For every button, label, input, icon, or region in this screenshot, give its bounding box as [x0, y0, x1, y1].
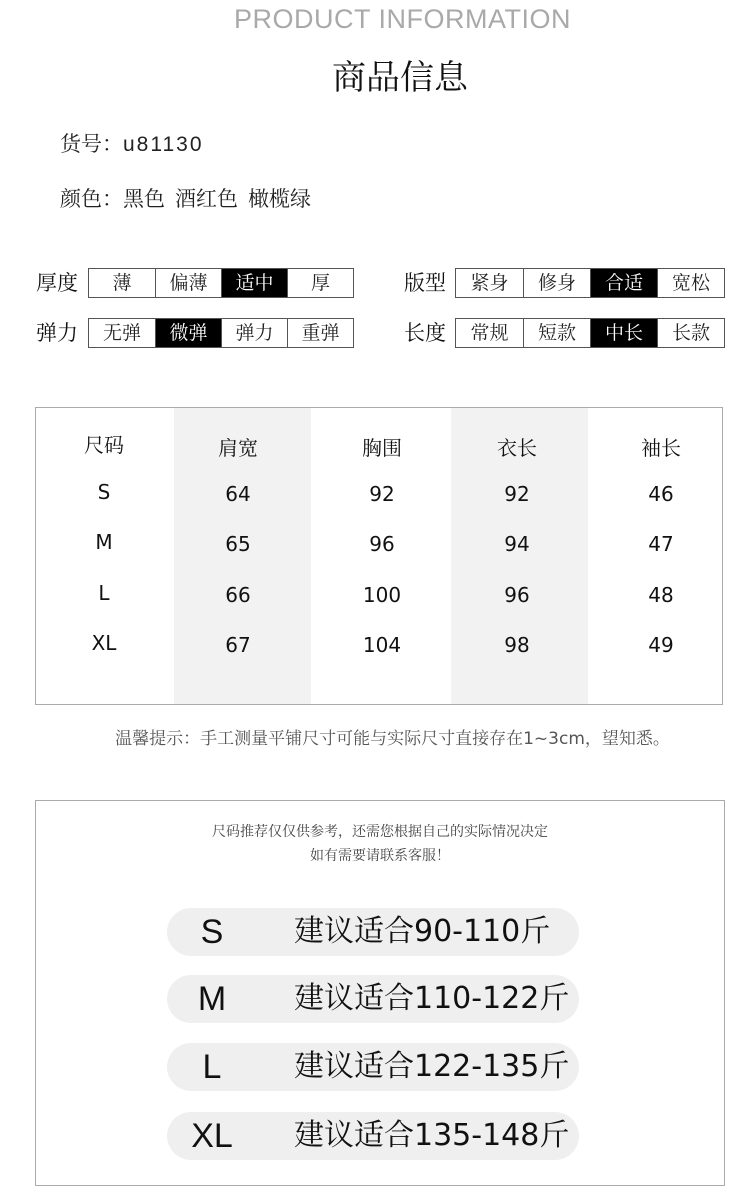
table-cell: 100	[362, 583, 402, 607]
table-cell: 67	[225, 633, 251, 657]
elasticity-row	[36, 318, 356, 348]
table-cell: 92	[504, 482, 530, 506]
measurement-tip: 温馨提示：手工测量平铺尺寸可能与实际尺寸直接存在1~3cm，望知悉。	[115, 729, 670, 749]
table-cell: 49	[648, 633, 674, 657]
recommendation-item	[167, 1112, 579, 1160]
thickness-option: 薄	[112, 272, 132, 294]
fit-option: 宽松	[657, 269, 724, 297]
item-number-value: u81130	[123, 133, 204, 156]
fit-option: 修身	[523, 269, 590, 297]
table-cell: 46	[648, 482, 674, 506]
recommendation-size: M	[197, 980, 227, 1018]
table-cell: 47	[648, 532, 674, 556]
fit-option: 紧身	[470, 272, 509, 294]
table-cell: 96	[504, 583, 530, 607]
length-row	[404, 318, 724, 348]
item-number-label: 货号：	[60, 132, 123, 156]
recommendation-item	[167, 975, 579, 1023]
thickness-options	[88, 268, 354, 298]
length-option-selected: 中长	[590, 319, 657, 347]
elasticity-options	[88, 318, 354, 348]
length-option: 常规	[470, 322, 509, 344]
page-title-en: PRODUCT INFORMATION	[234, 4, 571, 34]
elasticity-option: 重弹	[287, 319, 353, 347]
table-cell: 98	[504, 633, 530, 657]
fit-options	[455, 268, 725, 298]
recommendation-weight: 建议适合90-110斤	[294, 914, 551, 949]
elasticity-option: 无弹	[102, 322, 141, 344]
recommendation-item	[167, 1043, 579, 1091]
fit-option-selected: 合适	[590, 269, 657, 297]
thickness-option: 厚	[287, 269, 353, 297]
elasticity-option-selected: 微弹	[155, 319, 221, 347]
fit-label: 版型	[404, 271, 446, 295]
table-cell: 65	[225, 532, 251, 556]
length-label: 长度	[404, 321, 446, 345]
recommendation-size: S	[200, 913, 224, 951]
table-header-length: 衣长	[497, 436, 537, 460]
color-option: 黑色	[123, 187, 165, 211]
thickness-row	[36, 268, 356, 298]
table-cell: 66	[225, 583, 251, 607]
table-cell: 48	[648, 583, 674, 607]
color-row	[60, 183, 311, 213]
table-header-shoulder: 肩宽	[218, 436, 258, 460]
table-cell: 104	[362, 633, 402, 657]
elasticity-option: 弹力	[221, 319, 287, 347]
table-cell: S	[97, 480, 111, 504]
recommendation-size: L	[202, 1048, 222, 1086]
size-table	[35, 407, 723, 705]
elasticity-label: 弹力	[36, 321, 78, 345]
recommendation-size: XL	[191, 1117, 233, 1155]
recommendation-weight: 建议适合135-148斤	[294, 1118, 570, 1153]
table-cell: 96	[369, 532, 395, 556]
page-title: 商品信息	[332, 58, 468, 98]
recommendation-note: 尺码推荐仅仅供参考，还需您根据自己的实际情况决定	[212, 824, 548, 840]
thickness-option: 偏薄	[155, 269, 221, 297]
table-cell: M	[95, 530, 113, 554]
length-option: 短款	[523, 319, 590, 347]
thickness-label: 厚度	[36, 271, 78, 295]
table-header-sleeve: 袖长	[641, 436, 681, 460]
color-option: 酒红色	[175, 187, 238, 211]
recommendation-contact-note: 如有需要请联系客服！	[310, 848, 450, 864]
item-number-row	[60, 128, 204, 158]
size-recommendation-box	[35, 800, 725, 1186]
recommendation-weight: 建议适合110-122斤	[294, 981, 570, 1016]
table-cell: 94	[504, 532, 530, 556]
recommendation-weight: 建议适合122-135斤	[294, 1049, 570, 1084]
table-cell: L	[98, 581, 110, 605]
length-options	[455, 318, 725, 348]
table-cell: XL	[91, 631, 117, 655]
thickness-option-selected: 适中	[221, 269, 287, 297]
table-header-size: 尺码	[84, 433, 124, 457]
table-cell: 64	[225, 482, 251, 506]
length-option: 长款	[657, 319, 724, 347]
color-label: 颜色：	[60, 187, 123, 211]
fit-row	[404, 268, 724, 298]
recommendation-item	[167, 908, 579, 956]
color-option: 橄榄绿	[248, 187, 311, 211]
table-cell: 92	[369, 482, 395, 506]
table-header-chest: 胸围	[362, 436, 402, 460]
